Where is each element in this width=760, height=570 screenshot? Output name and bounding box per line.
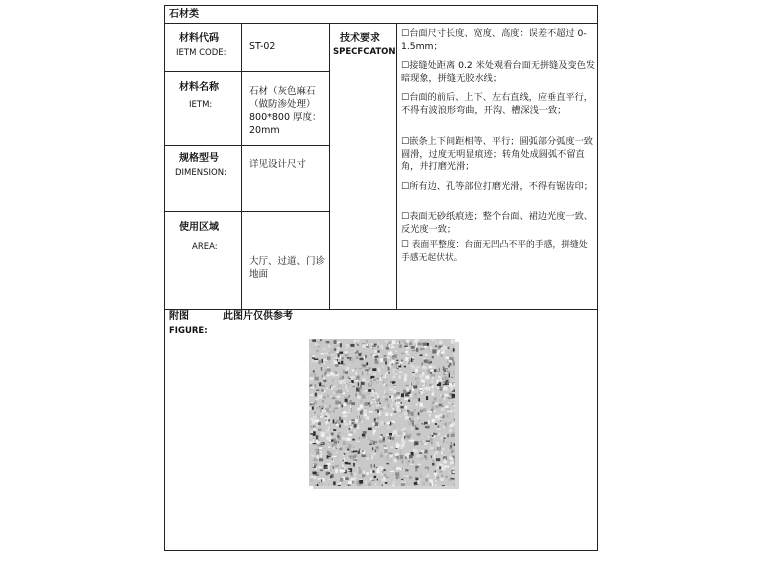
area-label-cn: 使用区域	[179, 222, 219, 233]
row-divider-2	[165, 145, 329, 146]
col-divider-2	[329, 23, 330, 309]
requirement-item-1: ☐台面尺寸长度、宽度、高度：误差不超过 0-1.5mm；	[401, 28, 587, 52]
col-divider-1	[241, 23, 242, 309]
item-name-label-cn: 材料名称	[179, 82, 219, 93]
figure-label-en: FIGURE:	[169, 326, 208, 336]
grey-granite-sample-image	[309, 339, 455, 486]
requirement-item-6: ☐表面无砂纸痕迹；整个台面、裙边光度一致、反光度一致；	[401, 211, 593, 235]
requirement-item-2: ☐接缝处距离 0.2 米处观看台面无拼缝及变色发暗现象，拼缝无胶水线；	[401, 60, 596, 84]
figure-note: 此图片仅供参考	[223, 311, 293, 322]
row-divider-1	[165, 71, 329, 72]
col-divider-3	[396, 23, 397, 309]
requirement-item-7: ☐ 表面平整度：台面无凹凸不平的手感，拼缝处手感无起伏状。	[401, 240, 588, 263]
requirement-item-3: ☐台面的前后、上下、左右直线，应垂直平行，不得有波浪形弯曲，开沟、槽深浅一致；	[401, 92, 593, 116]
item-name-label-en: IETM:	[189, 100, 213, 110]
requirement-item-5: ☐所有边、孔等部位打磨光滑，不得有锯齿印；	[401, 181, 593, 192]
dimension-value: 详见设计尺寸	[249, 159, 307, 170]
table-bottom-divider	[165, 309, 597, 310]
header-divider	[165, 23, 597, 24]
item-code-value: ST-02	[249, 41, 276, 52]
requirement-item-4: ☐嵌条上下间距相等、平行；圆弧部分弧度一致圆滑，过度无明显痕迹；转角处成圆弧不留直角，并打磨光滑；	[401, 136, 593, 172]
item-code-label-cn: 材料代码	[179, 33, 219, 44]
dimension-label-cn: 规格型号	[179, 153, 219, 164]
area-value: 大厅、过道、门诊地面	[249, 256, 326, 280]
figure-label-cn: 附图	[169, 311, 189, 322]
requirements-label-cn: 技术要求	[340, 33, 380, 44]
requirements-label-en: SPECFCATON	[333, 47, 396, 57]
row-divider-3	[165, 211, 329, 212]
area-label-en: AREA:	[192, 242, 218, 252]
item-code-label-en: IETM CODE:	[176, 48, 227, 58]
dimension-label-en: DIMENSION:	[175, 168, 227, 178]
material-spec-sheet	[164, 5, 598, 551]
item-name-value: 石材（灰色麻石（做防渗处理）800*800 厚度：20mm	[249, 86, 322, 136]
sheet-title: 石材类	[169, 9, 199, 20]
